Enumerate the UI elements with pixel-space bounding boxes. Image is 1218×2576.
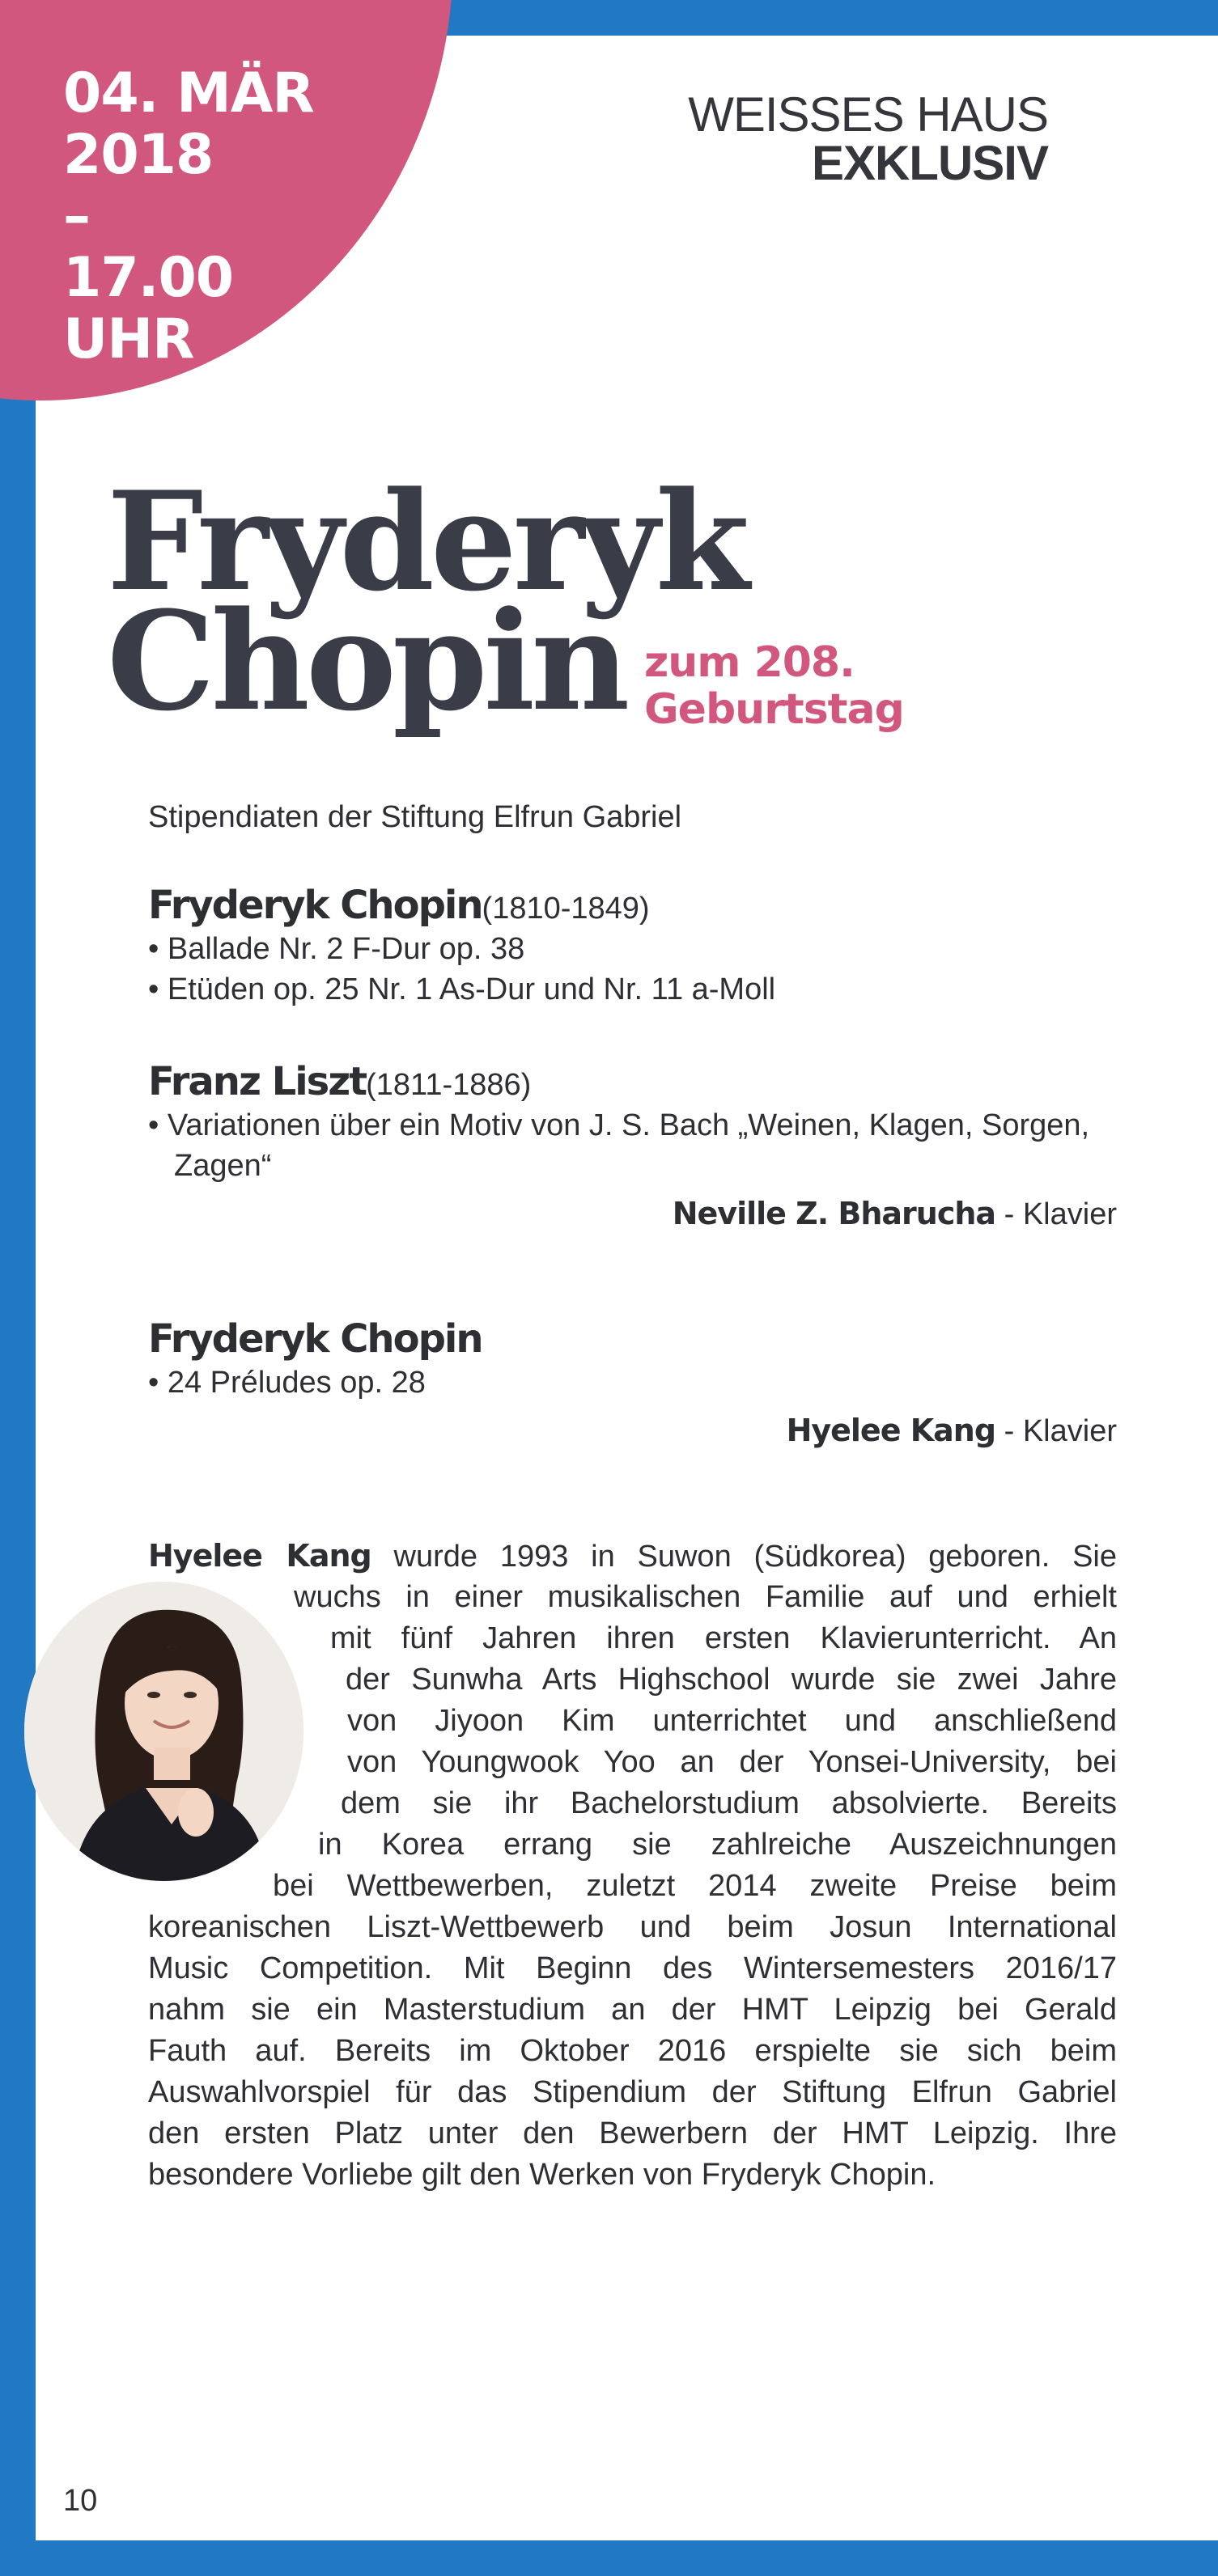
subtitle-line-1: zum 208. xyxy=(644,638,855,687)
composer-name: Fryderyk Chopin xyxy=(148,883,482,928)
bio-line: den ersten Platz unter den Bewerbern der HMT Leipzig. Ihre xyxy=(148,2116,1117,2150)
date-day-month: 04. MÄR xyxy=(63,61,314,125)
series-name: WEISSES HAUS xyxy=(688,87,1048,142)
composer-heading xyxy=(148,885,1119,929)
bio-line: mit fünf Jahren ihren ersten Klavierunterricht. An xyxy=(330,1621,1117,1655)
subtitle-line-2: Geburtstag xyxy=(644,685,904,734)
composer-name: Fryderyk Chopin xyxy=(148,1316,482,1362)
bio-line: Hyelee Kang wurde 1993 in Suwon (Südkorea) geboren. Sie xyxy=(148,1538,1117,1574)
bio-line: Fauth auf. Bereits im Oktober 2016 erspielte sie sich beim xyxy=(148,2034,1117,2068)
work-item: • Variationen über ein Motiv von J. S. Bach „Weinen, Klagen, Sorgen, Zagen“ xyxy=(148,1108,1090,1183)
work-item: • Etüden op. 25 Nr. 1 As-Dur und Nr. 11 a-Moll xyxy=(148,972,776,1006)
composer-years: (1810-1849) xyxy=(482,892,650,926)
bio-line: der Sunwha Arts Highschool wurde sie zwei Jahre xyxy=(346,1663,1117,1697)
program-block xyxy=(148,1316,1119,1403)
event-date xyxy=(63,63,403,371)
composer-years: (1811-1886) xyxy=(366,1068,532,1102)
bio-line: in Korea errang sie zahlreiche Auszeichnungen xyxy=(318,1828,1117,1862)
program-block xyxy=(148,885,1119,1010)
bio-line: bei Wettbewerben, zuletzt 2014 zweite Preise beim xyxy=(273,1869,1117,1903)
series-tag: EXKLUSIV xyxy=(811,136,1048,190)
composer-heading xyxy=(148,1061,1119,1105)
date-time-unit: UHR xyxy=(63,307,194,371)
performer-name: Hyelee Kang xyxy=(786,1413,996,1448)
bio-line: koreanischen Liszt-Wettbewerb und beim Josun International xyxy=(148,1910,1117,1944)
performer-role: - Klavier xyxy=(1004,1414,1117,1448)
work-item: • Ballade Nr. 2 F-Dur op. 38 xyxy=(148,932,525,966)
date-year: 2018 xyxy=(63,123,214,187)
page-number: 10 xyxy=(63,2484,98,2518)
performer-credit xyxy=(148,1193,1117,1235)
bio-line: dem sie ihr Bachelorstudium absolvierte. Bereits xyxy=(341,1786,1117,1820)
performer-name: Neville Z. Bharucha xyxy=(672,1196,996,1231)
page-subtitle xyxy=(644,639,904,733)
bio-line: von Youngwook Yoo an der Yonsei-University, bei xyxy=(347,1745,1117,1779)
bio-name: Hyelee Kang xyxy=(148,1538,371,1574)
bio-line: Music Competition. Mit Beginn des Wintersemesters 2016/17 xyxy=(148,1951,1117,1985)
intro-text: Stipendiaten der Stiftung Elfrun Gabriel xyxy=(148,800,682,834)
title-line-2: Chopin xyxy=(107,581,626,741)
bio-line: Auswahlvorspiel für das Stipendium der Stiftung Elfrun Gabriel xyxy=(148,2075,1117,2109)
date-time: 17.00 xyxy=(63,246,234,310)
date-dash: – xyxy=(63,184,90,248)
composer-heading xyxy=(148,1316,1119,1362)
bio-line: nahm sie ein Masterstudium an der HMT Leipzig bei Gerald xyxy=(148,1993,1117,2027)
performer-role: - Klavier xyxy=(1004,1197,1117,1231)
frame-bottom-border xyxy=(0,2540,1218,2576)
performer-credit xyxy=(148,1410,1117,1451)
bio-line: von Jiyoon Kim unterrichtet und anschließend xyxy=(347,1704,1117,1738)
title-line-1: Fryderyk xyxy=(107,461,746,621)
bio-line: wuchs in einer musikalischen Familie auf und erhielt xyxy=(294,1580,1117,1614)
work-item: • 24 Préludes op. 28 xyxy=(148,1366,426,1400)
composer-name: Franz Liszt xyxy=(148,1059,367,1104)
program-block xyxy=(148,1061,1119,1186)
bio-line: besondere Vorliebe gilt den Werken von Fryderyk Chopin. xyxy=(148,2158,936,2192)
performer-photo xyxy=(24,1582,303,1881)
